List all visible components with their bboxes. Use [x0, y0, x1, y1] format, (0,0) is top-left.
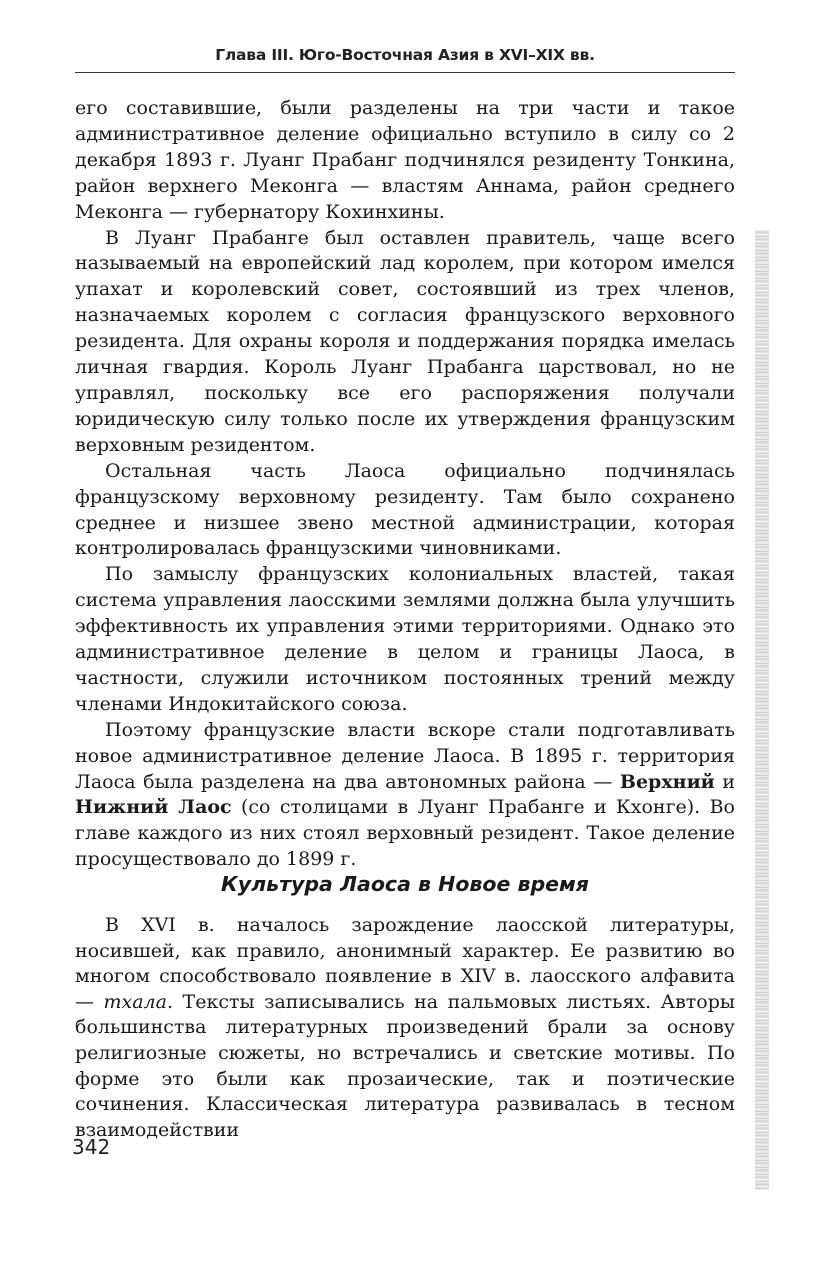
section-heading: Культура Лаоса в Новое время — [221, 872, 589, 896]
paragraph-luang-prabang: В Луанг Прабанге был оставлен правитель, чаще всего называемый на европейский лад королем, при котором имелся упахат и королевский совет, состоявший из трех членов, назначаемых королем с согласия французского верховного резидента. Для охраны короля и поддержания порядка имелась личная гвардия. Король Луанг Прабанга царствовал, но не управлял, поскольку все его распоряжения получали юридическую силу только после их утверждения французским верховным резидентом. — [75, 226, 735, 456]
page-number: 342 — [72, 1135, 111, 1159]
running-head: Глава III. Юго-Восточная Азия в XVI–XIX вв. — [215, 46, 595, 64]
paragraph-rest-of-laos: Остальная часть Лаоса официально подчинялась французскому верховному резиденту. Там было сохранено среднее и низшее звено местной администрации, которая контролировалась французскими чиновниками. — [75, 459, 735, 560]
paragraph-text-before: Поэтому французские власти вскоре стали подготавливать новое административное деление Лаоса. В 1895 г. территория Лаоса была разделена на два автономных района — — [75, 718, 735, 793]
literature-text-before: В XVI в. началось зарождение лаосской литературы, носившей, как правило, анонимный характер. Ее развитию во многом способствовало появление в XIV в. лаосского алфавита — — [75, 914, 735, 1013]
term-thala: тхала — [103, 990, 167, 1013]
literature-text-after: . Тексты записывались на пальмовых листьях. Авторы большинства литературных произведений брали за основу религиозные сюжеты, но встречались и светские мотивы. По форме это были как прозаические, так и поэтические сочинения. Классическая литература развивалась в тесном взаимодействии — [75, 990, 735, 1141]
header-rule — [75, 72, 735, 73]
paragraph-text-middle: и — [714, 770, 736, 793]
scan-binding-shadow — [755, 230, 769, 1190]
paragraph-new-division — [75, 718, 735, 873]
paragraph-literature — [75, 913, 735, 1143]
main-text-block — [75, 96, 735, 873]
paragraph-continuation: его составившие, были разделены на три части и такое административное деление официально вступило в силу со 2 декабря 1893 г. Луанг Прабанг подчинялся резиденту Тонкина, район верхнего Меконга — властям Аннама, район среднего Меконга — губернатору Кохинхины. — [75, 97, 735, 223]
paragraph-text-after: (со столицами в Луанг Прабанге и Кхонге). Во главе каждого из них стоял верховный резидент. Такое деление просуществовало до 1899 г. — [75, 796, 735, 871]
paragraph-colonial-system: По замыслу французских колониальных властей, такая система управления лаосскими землями должна была улучшить эффективность их управления этими территориями. Однако это административное деление в целом и границы Лаоса, в частности, служили источником постоянных трений между членами Индокитайского союза. — [75, 563, 735, 715]
term-lower-laos: Нижний Лаос — [75, 796, 232, 819]
term-upper-laos: Верхний — [619, 770, 715, 793]
section-text-block — [75, 913, 735, 1143]
